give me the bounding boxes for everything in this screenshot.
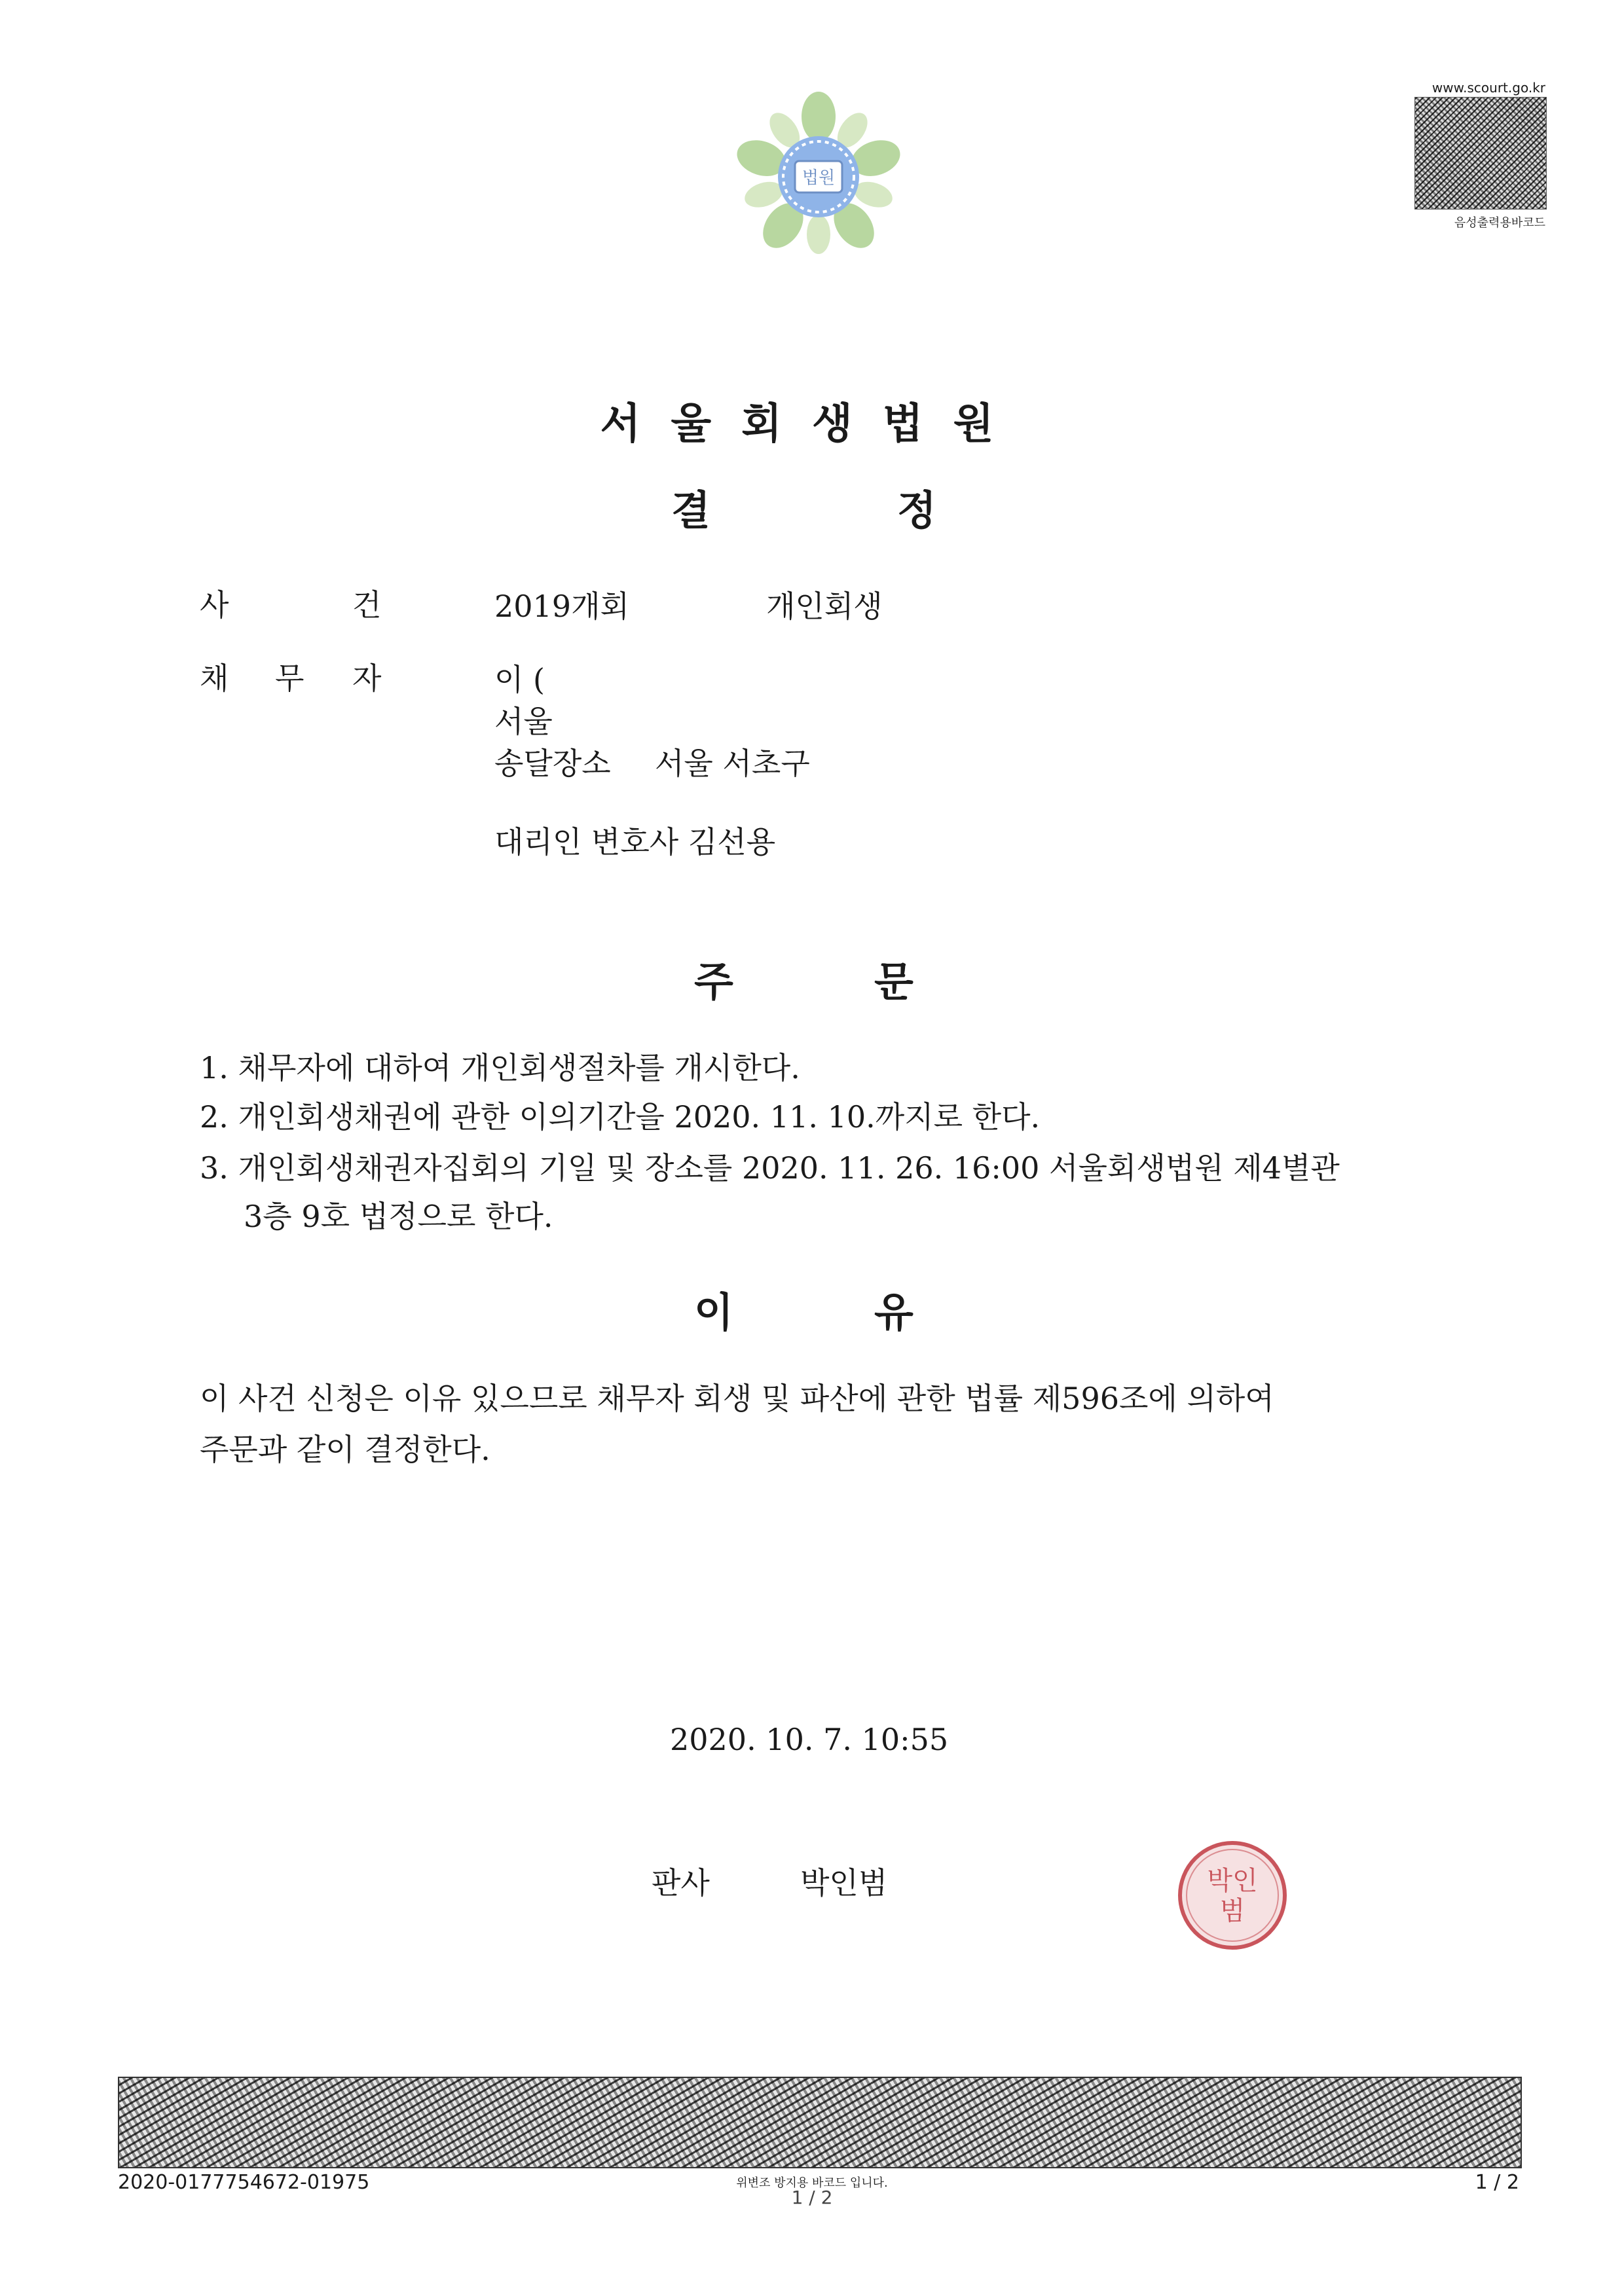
reason-line-1: 이 사건 신청은 이유 있으므로 채무자 회생 및 파산에 관한 법률 제596조에 의하여 bbox=[200, 1381, 1274, 1416]
debtor-label-a: 채 bbox=[200, 661, 229, 696]
order-item-1: 1. 채무자에 대하여 개인회생절차를 개시한다. bbox=[200, 1050, 800, 1085]
judge-seal-icon bbox=[1175, 1838, 1290, 1953]
doc-title-right: 정 bbox=[897, 486, 936, 534]
order-item-3: 3. 개인회생채권자집회의 기일 및 장소를 2020. 11. 26. 16:00 서울회생법원 제4별관 bbox=[200, 1150, 1340, 1186]
order-heading-left: 주 bbox=[694, 958, 733, 1006]
doc-number: 2020-0177754672-01975 bbox=[118, 2171, 370, 2194]
doc-title-left: 결 bbox=[671, 486, 710, 534]
case-label-b: 건 bbox=[352, 587, 382, 623]
debtor-name: 이 ( bbox=[494, 662, 545, 697]
court-emblem-icon bbox=[733, 92, 904, 262]
anti-forgery-barcode bbox=[118, 2077, 1522, 2168]
seal-text-top: 박인 bbox=[1207, 1866, 1258, 1896]
page-number-center: 1 / 2 bbox=[791, 2187, 833, 2208]
debtor-label-b: 무 bbox=[275, 661, 304, 696]
debtor-address: 서울 bbox=[494, 704, 553, 739]
qr-caption: 음성출력용바코드 bbox=[1454, 216, 1545, 230]
court-name: 서울회생법원 bbox=[600, 400, 1024, 448]
decision-date: 2020. 10. 7. 10:55 bbox=[670, 1722, 949, 1757]
reason-heading-left: 이 bbox=[694, 1288, 733, 1336]
qr-url: www.scourt.go.kr bbox=[1431, 80, 1545, 96]
service-label: 송달장소 bbox=[494, 746, 611, 781]
judge-name: 박인범 bbox=[800, 1865, 888, 1901]
page-number-right: 1 / 2 bbox=[1475, 2171, 1519, 2194]
service-address: 서울 서초구 bbox=[655, 746, 810, 781]
emblem-text: 법원 bbox=[802, 168, 836, 188]
voice-barcode bbox=[1414, 97, 1547, 210]
seal-text-bottom: 범 bbox=[1219, 1896, 1246, 1926]
debtor-label-c: 자 bbox=[352, 661, 382, 696]
case-label-a: 사 bbox=[200, 587, 229, 623]
case-type: 개인회생 bbox=[766, 589, 883, 624]
order-item-3-cont: 3층 9호 법정으로 한다. bbox=[244, 1199, 553, 1234]
order-heading-right: 문 bbox=[874, 958, 913, 1006]
case-number: 2019개회 bbox=[494, 589, 629, 624]
reason-line-2: 주문과 같이 결정한다. bbox=[200, 1432, 490, 1467]
judge-title: 판사 bbox=[652, 1865, 710, 1901]
barcode-note: 위변조 방지용 바코드 입니다. bbox=[736, 2176, 888, 2190]
debtor-agent: 대리인 변호사 김선용 bbox=[494, 824, 776, 860]
reason-heading-right: 유 bbox=[874, 1288, 913, 1336]
order-item-2: 2. 개인회생채권에 관한 이의기간을 2020. 11. 10.까지로 한다. bbox=[200, 1099, 1041, 1135]
